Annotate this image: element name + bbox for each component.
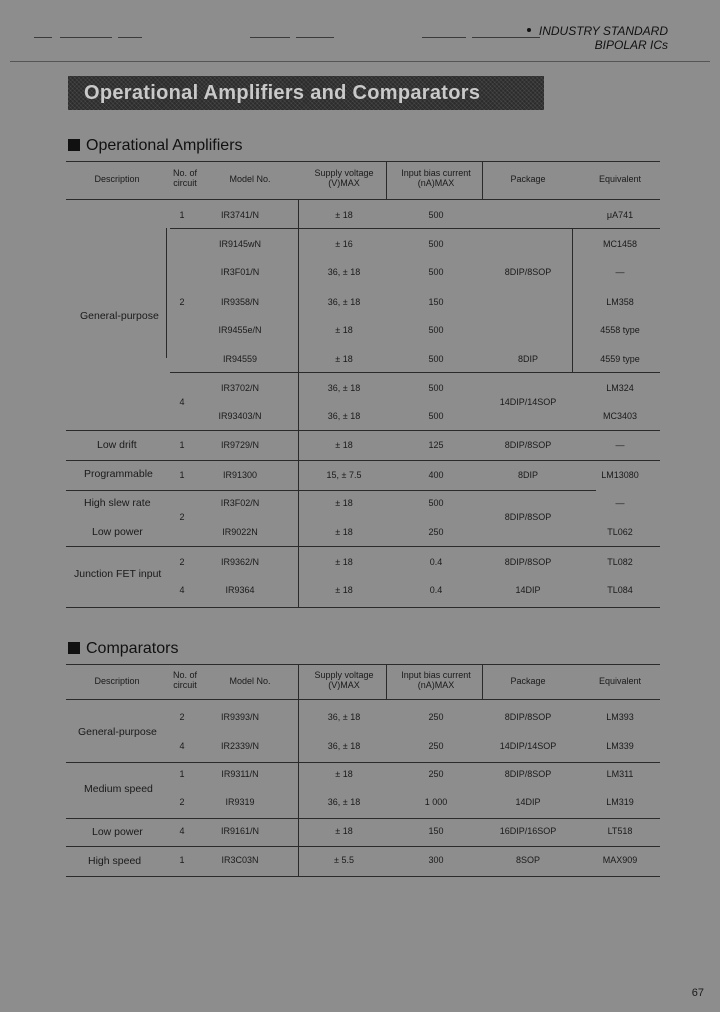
- supply-voltage: 36, ± 18: [327, 411, 361, 421]
- bias-current: 500: [428, 411, 444, 421]
- bias-current: 150: [428, 826, 444, 836]
- table-rule: [66, 430, 660, 431]
- model-number: IR94559: [222, 354, 258, 364]
- description-jfet-input: Junction FET input: [74, 568, 162, 580]
- bias-current: 250: [428, 712, 444, 722]
- description-low-drift: Low drift: [97, 439, 137, 451]
- equivalent-part: 4558 type: [600, 325, 640, 335]
- header-rule: [296, 37, 334, 38]
- equivalent-part: μA741: [606, 210, 634, 220]
- equivalent-part: LM358: [606, 297, 634, 307]
- bias-current: 0.4: [429, 557, 443, 567]
- model-number: IR9364: [225, 585, 255, 595]
- table-rule: [66, 699, 660, 700]
- model-number: IR3F01/N: [220, 267, 260, 277]
- circuit-count: 4: [179, 585, 185, 595]
- page-number: 67: [691, 987, 704, 999]
- circuit-count: 1: [179, 855, 185, 865]
- circuit-count: 4: [179, 397, 185, 407]
- model-number: IR93403/N: [218, 411, 262, 421]
- supply-voltage: 36, ± 18: [327, 297, 361, 307]
- equivalent-part: LM339: [606, 741, 634, 751]
- table-rule: [298, 664, 299, 876]
- col-header-bias-current: Input bias current (nA)MAX: [401, 168, 471, 188]
- op-amps-title: Operational Amplifiers: [86, 137, 243, 154]
- circuit-count: 4: [179, 741, 185, 751]
- col-header-circuit: No. of circuit: [172, 168, 197, 188]
- supply-voltage: 36, ± 18: [327, 741, 361, 751]
- square-bullet-icon: [68, 139, 80, 151]
- model-number: IR9729/N: [220, 440, 260, 450]
- col-header-equivalent: Equivalent: [598, 676, 642, 686]
- model-number: IR9022N: [222, 527, 258, 537]
- header-rule: [422, 37, 466, 38]
- table-rule: [66, 546, 660, 547]
- description-low-power: Low power: [92, 526, 143, 538]
- bias-current: 1 000: [424, 797, 448, 807]
- bias-current: 250: [428, 769, 444, 779]
- header-rule: [472, 37, 540, 38]
- circuit-count: 4: [179, 826, 185, 836]
- package: 8DIP: [517, 354, 539, 364]
- bias-current: 500: [428, 325, 444, 335]
- col-header-equivalent: Equivalent: [598, 174, 642, 184]
- circuit-count: 1: [179, 470, 185, 480]
- model-number: IR3F02/N: [220, 498, 260, 508]
- bias-current: 300: [428, 855, 444, 865]
- model-number: IR91300: [222, 470, 258, 480]
- col-header-description: Description: [94, 174, 140, 184]
- table-rule: [482, 664, 483, 699]
- header-divider: [10, 61, 710, 62]
- header-rule: [250, 37, 290, 38]
- col-header-package: Package: [510, 174, 546, 184]
- supply-voltage: 36, ± 18: [327, 383, 361, 393]
- page-banner: Operational Amplifiers and Comparators: [68, 76, 544, 110]
- model-number: IR9393/N: [220, 712, 260, 722]
- supply-voltage: ± 16: [335, 239, 353, 249]
- col-header-model: Model No.: [229, 676, 271, 686]
- equivalent-part: TL082: [607, 557, 633, 567]
- supply-voltage: 36, ± 18: [327, 267, 361, 277]
- equivalent-part: —: [615, 440, 625, 450]
- model-number: IR9145wN: [218, 239, 262, 249]
- table-rule: [66, 762, 660, 763]
- col-header-model: Model No.: [229, 174, 271, 184]
- circuit-count: 1: [179, 210, 185, 220]
- table-rule: [298, 199, 299, 607]
- circuit-count: 2: [179, 712, 185, 722]
- header-rule: [34, 37, 52, 38]
- equivalent-part: —: [615, 267, 625, 277]
- supply-voltage: ± 18: [335, 769, 353, 779]
- package: 8DIP/8SOP: [504, 557, 552, 567]
- bias-current: 500: [428, 354, 444, 364]
- equivalent-part: TL084: [607, 585, 633, 595]
- package: 8DIP/8SOP: [504, 712, 552, 722]
- bias-current: 500: [428, 383, 444, 393]
- model-number: IR9319: [225, 797, 255, 807]
- equivalent-part: LT518: [607, 826, 633, 836]
- equivalent-part: LM311: [606, 769, 634, 779]
- circuit-count: 2: [179, 297, 185, 307]
- op-amps-heading: [68, 136, 243, 156]
- bias-current: 0.4: [429, 585, 443, 595]
- model-number: IR9161/N: [220, 826, 260, 836]
- header-rule: [60, 37, 112, 38]
- circuit-count: 2: [179, 512, 185, 522]
- table-rule: [386, 161, 387, 199]
- bias-current: 250: [428, 527, 444, 537]
- col-header-description: Description: [94, 676, 140, 686]
- description-programmable: Programmable: [84, 468, 153, 480]
- supply-voltage: ± 18: [335, 527, 353, 537]
- model-number: IR9455e/N: [218, 325, 262, 335]
- bias-current: 500: [428, 210, 444, 220]
- col-header-circuit: No. of circuit: [172, 670, 197, 690]
- description-general-purpose: General-purpose: [78, 726, 157, 738]
- package: 8DIP/8SOP: [504, 440, 552, 450]
- equivalent-part: LM319: [606, 797, 634, 807]
- description-medium-speed: Medium speed: [84, 783, 153, 795]
- package: 14DIP: [515, 797, 541, 807]
- circuit-count: 2: [179, 797, 185, 807]
- supply-voltage: ± 18: [335, 826, 353, 836]
- bias-current: 150: [428, 297, 444, 307]
- supply-voltage: ± 18: [335, 325, 353, 335]
- supply-voltage: 36, ± 18: [327, 797, 361, 807]
- category-label: [539, 24, 668, 52]
- package: 8DIP/8SOP: [504, 769, 552, 779]
- supply-voltage: ± 18: [335, 354, 353, 364]
- col-header-supply-voltage: Supply voltage (V)MAX: [314, 670, 374, 690]
- col-header-bias-current: Input bias current (nA)MAX: [401, 670, 471, 690]
- table-rule: [66, 199, 660, 200]
- model-number: IR3702/N: [220, 383, 260, 393]
- model-number: IR3741/N: [220, 210, 260, 220]
- description-low-power: Low power: [92, 826, 143, 838]
- equivalent-part: LM324: [606, 383, 634, 393]
- col-header-package: Package: [510, 676, 546, 686]
- circuit-count: 1: [179, 769, 185, 779]
- table-rule: [66, 607, 660, 608]
- table-rule: [66, 664, 660, 665]
- category-line-2: BIPOLAR ICs: [594, 38, 668, 52]
- square-bullet-icon: [68, 642, 80, 654]
- table-rule: [170, 228, 660, 229]
- table-rule: [170, 372, 660, 373]
- table-rule: [66, 460, 660, 461]
- supply-voltage: ± 18: [335, 440, 353, 450]
- category-line-1: INDUSTRY STANDARD: [538, 24, 668, 38]
- circuit-count: 2: [179, 557, 185, 567]
- equivalent-part: —: [615, 498, 625, 508]
- package: 8DIP/8SOP: [504, 267, 552, 277]
- package: 8DIP/8SOP: [504, 512, 552, 522]
- bias-current: 125: [428, 440, 444, 450]
- table-rule: [66, 876, 660, 877]
- equivalent-part: TL062: [607, 527, 633, 537]
- comparators-heading: [68, 639, 178, 659]
- model-number: IR9358/N: [220, 297, 260, 307]
- equivalent-part: LM13080: [601, 470, 639, 480]
- bullet-icon: [527, 28, 531, 32]
- supply-voltage: ± 18: [335, 585, 353, 595]
- package: 14DIP/14SOP: [499, 741, 557, 751]
- bias-current: 500: [428, 267, 444, 277]
- bias-current: 500: [428, 239, 444, 249]
- table-rule: [66, 161, 660, 162]
- model-number: IR3C03N: [221, 855, 259, 865]
- model-number: IR9311/N: [221, 769, 259, 779]
- equivalent-part: MAX909: [602, 855, 638, 865]
- supply-voltage: 36, ± 18: [327, 712, 361, 722]
- equivalent-part: MC1458: [602, 239, 638, 249]
- description-general-purpose: General-purpose: [80, 310, 159, 322]
- table-rule: [166, 228, 167, 358]
- package: 8DIP: [517, 470, 539, 480]
- table-rule: [66, 818, 660, 819]
- description-high-speed: High speed: [88, 855, 142, 867]
- package: 8SOP: [515, 855, 541, 865]
- bias-current: 500: [428, 498, 444, 508]
- equivalent-part: MC3403: [602, 411, 638, 421]
- model-number: IR2339/N: [220, 741, 260, 751]
- bias-current: 250: [428, 741, 444, 751]
- supply-voltage: ± 18: [335, 210, 353, 220]
- model-number: IR9362/N: [220, 557, 260, 567]
- description-high-slew-rate: High slew rate: [84, 497, 151, 509]
- table-rule: [66, 490, 596, 491]
- table-rule: [66, 846, 660, 847]
- comparators-title: Comparators: [86, 640, 179, 657]
- package: 14DIP/14SOP: [499, 397, 557, 407]
- supply-voltage: ± 5.5: [334, 855, 354, 865]
- circuit-count: 1: [179, 440, 185, 450]
- supply-voltage: 15, ± 7.5: [326, 470, 362, 480]
- supply-voltage: ± 18: [335, 498, 353, 508]
- package: 16DIP/16SOP: [499, 826, 557, 836]
- table-rule: [482, 161, 483, 199]
- header-rule: [118, 37, 142, 38]
- table-rule: [386, 664, 387, 699]
- equivalent-part: LM393: [606, 712, 634, 722]
- equivalent-part: 4559 type: [600, 354, 640, 364]
- bias-current: 400: [428, 470, 444, 480]
- package: 14DIP: [515, 585, 541, 595]
- supply-voltage: ± 18: [335, 557, 353, 567]
- col-header-supply-voltage: Supply voltage (V)MAX: [314, 168, 374, 188]
- table-rule: [572, 228, 573, 372]
